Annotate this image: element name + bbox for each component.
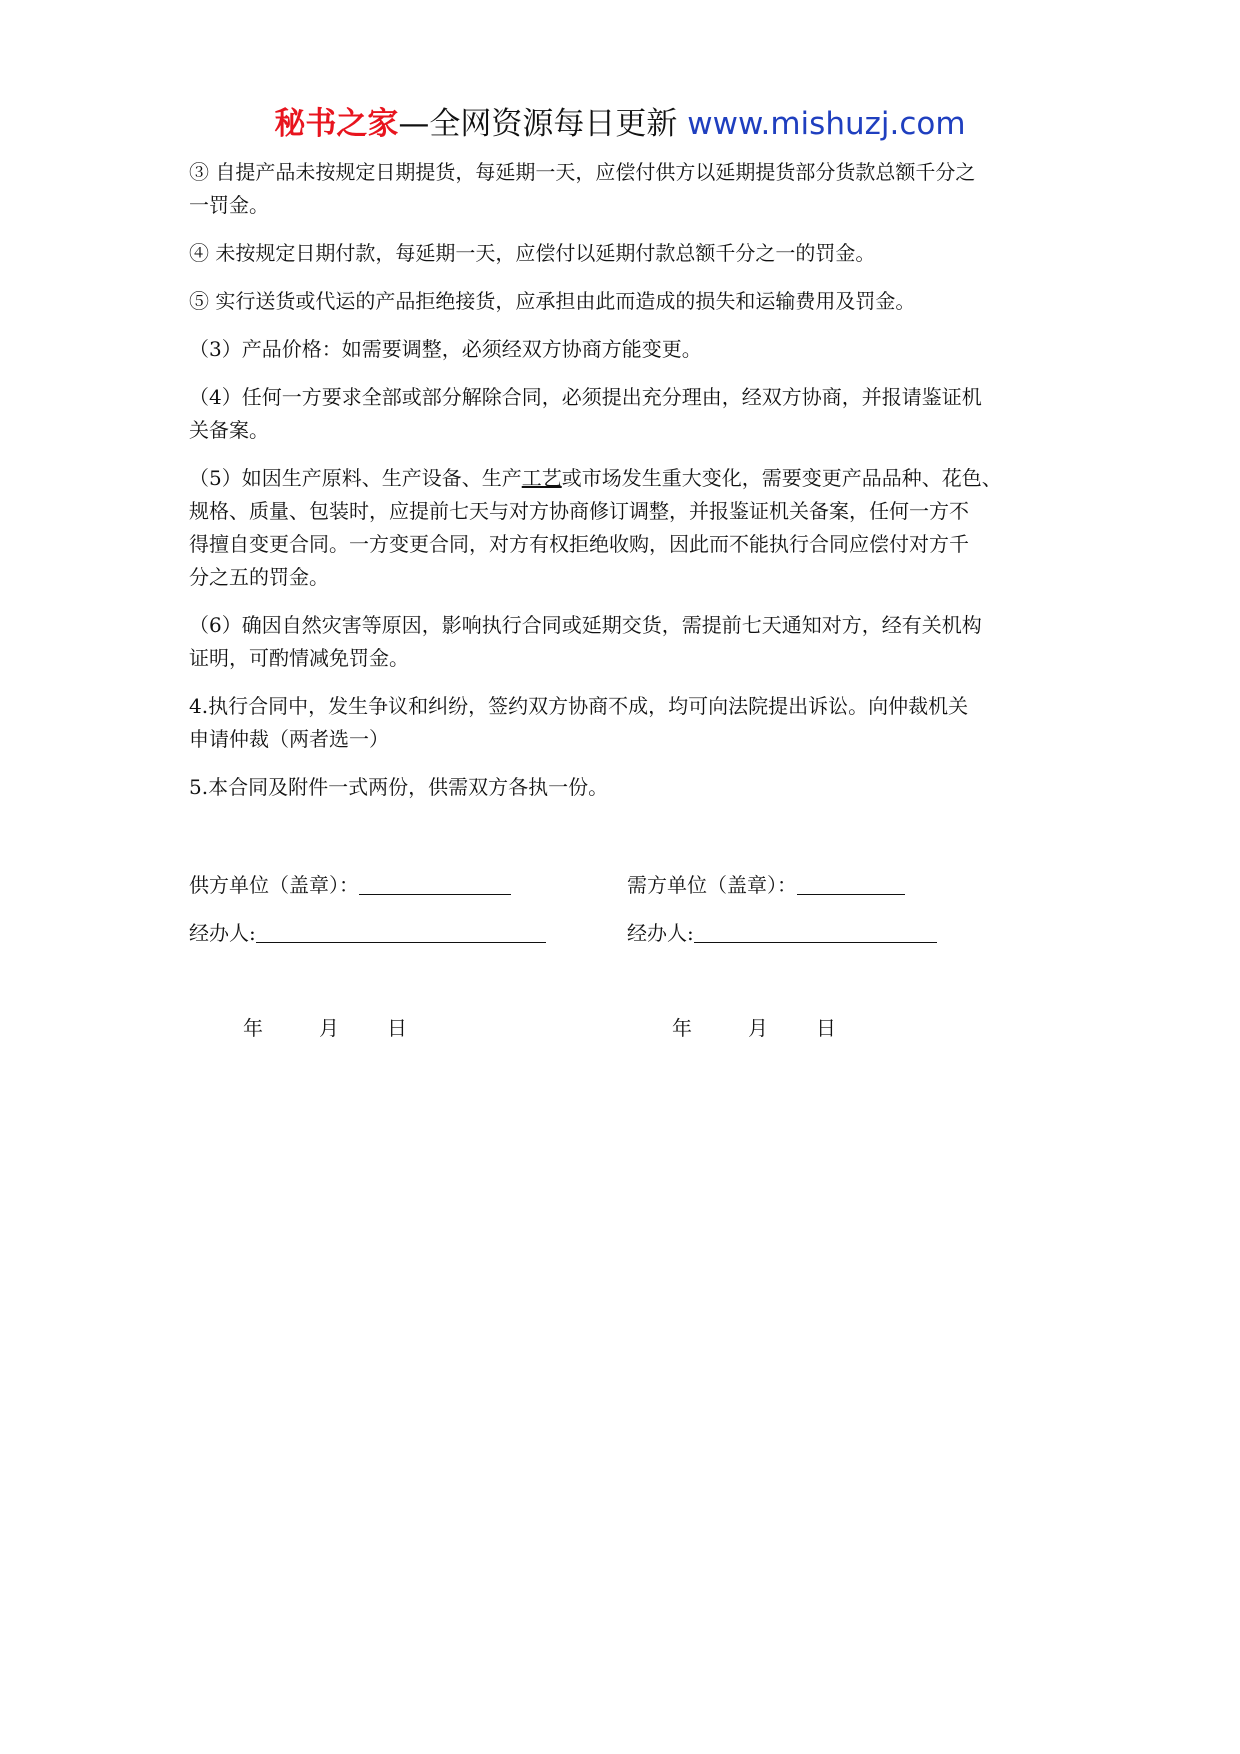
clause-change-line-4: 分之五的罚金。 bbox=[189, 565, 329, 589]
site-link[interactable]: www.mishuzj.com bbox=[687, 106, 966, 142]
clause-change bbox=[189, 462, 1069, 594]
buyer-unit-blank[interactable] bbox=[797, 874, 905, 895]
supplier-unit-label: 供方单位（盖章）： bbox=[189, 873, 359, 897]
clause-dispute bbox=[189, 690, 1069, 756]
clause-force-majeure-line-1: （6）确因自然灾害等原因，影响执行合同或延期交货，需提前七天通知对方，经有关机构 bbox=[189, 613, 982, 637]
date-right-day: 日 bbox=[816, 1016, 836, 1040]
clause-item-5: ⑤ 实行送货或代运的产品拒绝接货，应承担由此而造成的损失和运输费用及罚金。 bbox=[189, 289, 916, 313]
clause-dispute-line-1: 4.执行合同中，发生争议和纠纷，签约双方协商不成，均可向法院提出诉讼。向仲裁机关 bbox=[189, 694, 969, 718]
clause-change-line-3: 得擅自变更合同。一方变更合同，对方有权拒绝收购，因此而不能执行合同应偿付对方千 bbox=[189, 532, 969, 556]
clause-price: （3）产品价格：如需要调整，必须经双方协商方能变更。 bbox=[189, 337, 702, 361]
clause-item-3 bbox=[189, 156, 1069, 222]
date-left-month: 月 bbox=[319, 1016, 339, 1040]
clause-dispute-line-2: 申请仲裁（两者选一） bbox=[189, 727, 389, 751]
contract-body bbox=[189, 156, 1069, 819]
clause-item-4: ④ 未按规定日期付款，每延期一天，应偿付以延期付款总额千分之一的罚金。 bbox=[189, 241, 876, 265]
clause-change-line-2: 规格、质量、包装时，应提前七天与对方协商修订调整，并报鉴证机关备案，任何一方不 bbox=[189, 499, 969, 523]
agent-right-label: 经办人: bbox=[627, 921, 694, 945]
buyer-unit-row bbox=[627, 870, 905, 900]
clause-force-majeure-line-2: 证明，可酌情减免罚金。 bbox=[189, 646, 409, 670]
underlined-term: 工艺 bbox=[521, 466, 562, 490]
clause-change-line-1b: 或市场发生重大变化，需要变更产品品种、花色、 bbox=[561, 466, 1002, 490]
clause-termination bbox=[189, 381, 1069, 447]
agent-left-row bbox=[189, 918, 546, 948]
agent-right-row bbox=[627, 918, 937, 948]
clause-change-line-1a: （5）如因生产原料、生产设备、生产 bbox=[189, 466, 522, 490]
clause-copies: 5.本合同及附件一式两份，供需双方各执一份。 bbox=[189, 775, 609, 799]
brand-name: 秘书之家 bbox=[274, 106, 399, 142]
agent-left-blank[interactable] bbox=[256, 922, 546, 943]
clause-termination-line-1: （4）任何一方要求全部或部分解除合同，必须提出充分理由，经双方协商，并报请鉴证机 bbox=[189, 385, 982, 409]
clause-termination-line-2: 关备案。 bbox=[189, 418, 269, 442]
agent-right-blank[interactable] bbox=[694, 922, 937, 943]
supplier-unit-row bbox=[189, 870, 511, 900]
header-tagline: —全网资源每日更新 bbox=[398, 106, 678, 142]
date-right-month: 月 bbox=[748, 1016, 768, 1040]
date-left-day: 日 bbox=[387, 1016, 407, 1040]
buyer-unit-label: 需方单位（盖章）： bbox=[627, 873, 797, 897]
clause-item-3-line-2: 一罚金。 bbox=[189, 193, 269, 217]
agent-left-label: 经办人: bbox=[189, 921, 256, 945]
date-right-year: 年 bbox=[672, 1016, 692, 1040]
supplier-unit-blank[interactable] bbox=[359, 874, 511, 895]
clause-force-majeure bbox=[189, 609, 1069, 675]
date-left-year: 年 bbox=[243, 1016, 263, 1040]
page-header bbox=[0, 102, 1240, 146]
clause-item-3-line-1: ③ 自提产品未按规定日期提货，每延期一天，应偿付供方以延期提货部分货款总额千分之 bbox=[189, 160, 976, 184]
